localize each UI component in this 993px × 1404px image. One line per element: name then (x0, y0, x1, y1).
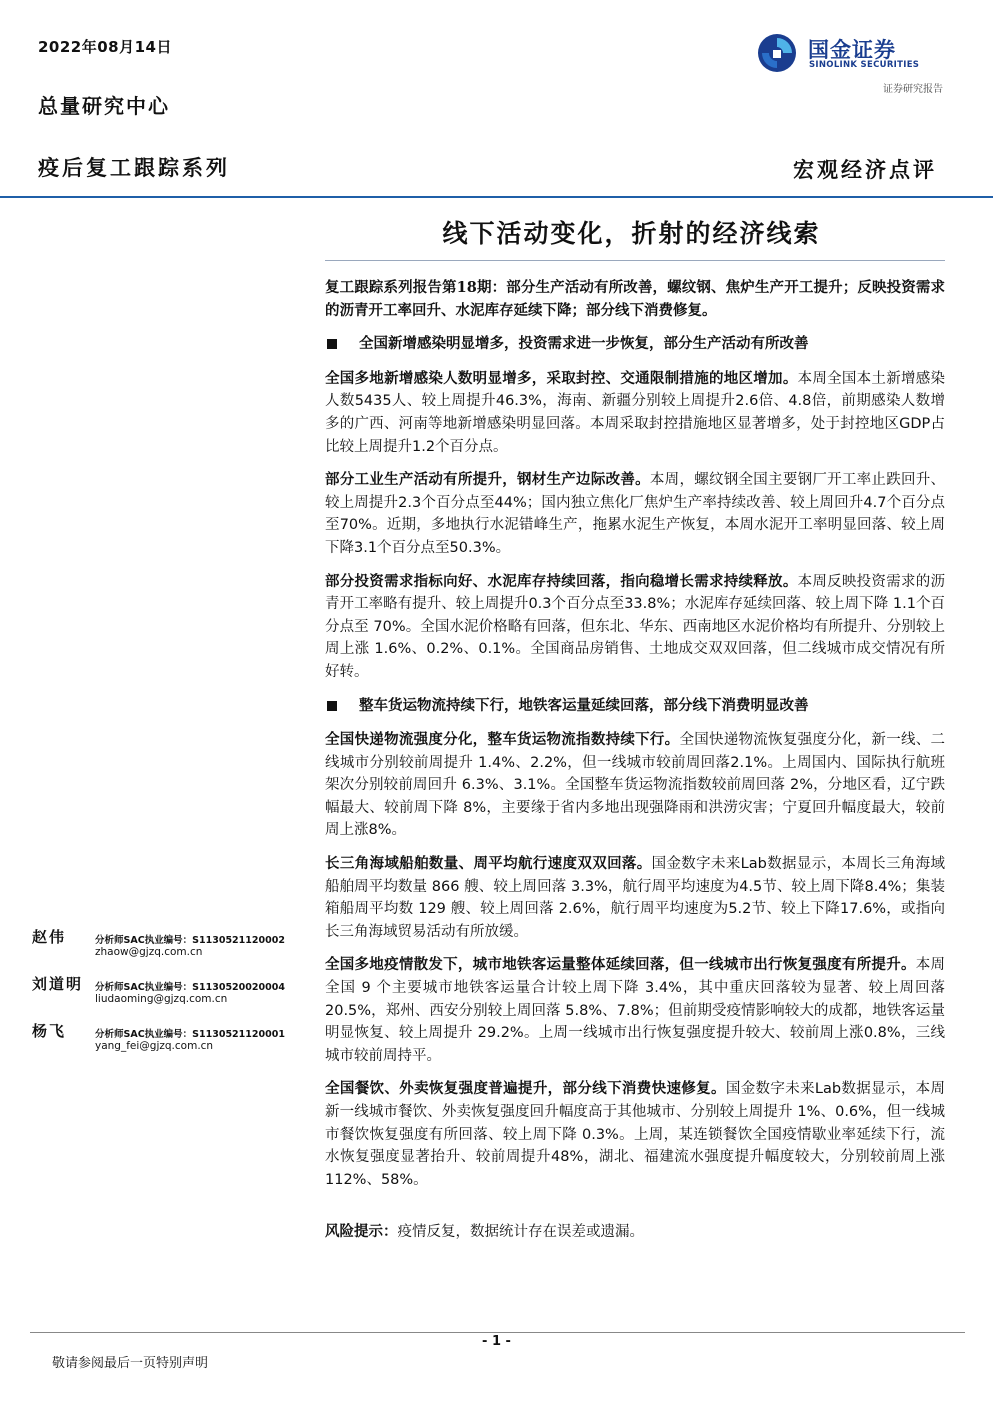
paragraph-body: 国金数字未来Lab数据显示，本周新一线城市餐饮、外卖恢复强度回升幅度高于其他城市、分别较上周提升 1%、0.6%，但一线城市餐饮恢复强度有所回落、较上周下降 0.3%。上周，某连锁餐饮全国疫情歇业率延续下行，流水恢复强度显著抬升、较前周提升48%，湖北、福建流水强度提升幅度较大，分别较前周上涨112%、58%。 (325, 1081, 946, 1188)
analyst-email[interactable]: zhaow@gjzq.com.cn (95, 946, 203, 958)
section-heading-text: 整车货运物流持续下行，地铁客运量延续回落，部分线下消费明显改善 (359, 696, 809, 714)
paragraph (325, 571, 945, 684)
paragraph (325, 469, 945, 559)
paragraph-lead: 部分工业生产活动有所提升，钢材生产边际改善。 (325, 471, 650, 489)
series-name: 疫后复工跟踪系列 (38, 155, 230, 180)
analyst-entry (32, 926, 312, 973)
section-heading-text: 全国新增感染明显增多，投资需求进一步恢复，部分生产活动有所改善 (359, 335, 809, 353)
paragraph-lead: 全国餐饮、外卖恢复强度普遍提升，部分线下消费快速修复。 (325, 1080, 726, 1098)
analyst-entry (32, 973, 312, 1020)
paragraph (325, 729, 945, 842)
analyst-sac-id: 分析师SAC执业编号：S1130520020004 (95, 982, 285, 993)
logo-text-cn: 国金证券 (808, 38, 896, 62)
paragraph-lead: 全国多地新增感染人数明显增多，采取封控、交通限制措施的地区增加。 (325, 369, 798, 387)
risk-label: 风险提示： (325, 1223, 398, 1241)
square-bullet-icon (327, 339, 337, 349)
paragraph-lead: 全国快递物流强度分化，整车货运物流指数持续下行。 (325, 731, 680, 749)
section-heading (325, 333, 945, 356)
paragraph-lead: 全国多地疫情散发下，城市地铁客运量整体延续回落，但一线城市出行恢复强度有所提升。 (325, 956, 916, 974)
risk-note (325, 1221, 945, 1244)
paragraph (325, 853, 945, 943)
analyst-sac-id: 分析师SAC执业编号：S1130521120001 (95, 1029, 285, 1040)
paragraph-body: 本周全国本土新增感染人数5435人、较上周提升46.3%，海南、新疆分别较上周提升2.6倍、4.8倍，前期感染人数增多的广西、河南等地新增感染明显回落。本周采取封控措施地区显著增多，处于封控地区GDP占比较上周提升1.2个百分点。 (325, 370, 946, 455)
report-label: 证券研究报告 (883, 84, 943, 95)
square-bullet-icon (327, 701, 337, 711)
report-title: 线下活动变化，折射的经济线索 (442, 219, 821, 248)
report-summary: 复工跟踪系列报告第18期：部分生产活动有所改善，螺纹钢、焦炉生产开工提升；反映投资需求的沥青开工率回升、水泥库存延续下降；部分线下消费修复。 (325, 279, 945, 319)
analyst-name: 刘道明 (32, 975, 84, 993)
analyst-email[interactable]: liudaoming@gjzq.com.cn (95, 993, 228, 1005)
analyst-entry (32, 1020, 312, 1067)
report-date: 2022年08月14日 (38, 38, 172, 56)
section-heading (325, 695, 945, 718)
analyst-name: 赵伟 (32, 928, 67, 946)
paragraph (325, 954, 945, 1067)
header-divider (0, 196, 993, 198)
report-body (325, 277, 945, 1255)
risk-text: 疫情反复，数据统计存在误差或遗漏。 (397, 1224, 644, 1241)
analyst-email[interactable]: yang_fei@gjzq.com.cn (95, 1040, 214, 1052)
footer-disclaimer: 敬请参阅最后一页特别声明 (52, 1356, 209, 1371)
paragraph-lead: 部分投资需求指标向好、水泥库存持续回落，指向稳增长需求持续释放。 (325, 572, 798, 590)
paragraph-body: 本周全国 9 个主要城市地铁客运量合计较上周下降 3.4%，其中重庆回落较为显著、较上周回落 20.5%，郑州、西安分别较上周回落 5.8%、7.8%；但前期受疫情影响较大的成都，地铁客运量明显恢复、较上周提升 29.2%。上周一线城市出行恢复强度提升较大、较前周上涨0.8%，三线城市较前周持平。 (325, 957, 946, 1064)
paragraph-body: 国金数字未来Lab数据显示，本周长三角海域船舶周平均数量 866 艘、较上周回落 3.3%，航行周平均速度为4.5节、较上周下降8.4%；集装箱船周平均数 129 艘、较上周回落 2.6%，航行周平均速度为5.2节、较上下降17.6%，或指向长三角海域贸易活动有所放缓。 (325, 856, 945, 940)
page-number: - 1 - (482, 1334, 511, 1349)
paragraph-lead: 长三角海域船舶数量、周平均航行速度双双回落。 (325, 855, 652, 873)
logo-text-en: SINOLINK SECURITIES (809, 60, 920, 70)
paragraph-body: 本周反映投资需求的沥青开工率略有提升、较上周提升0.3个百分点至33.8%；水泥库存延续回落、较上周下降 1.1个百分点至 70%。全国水泥价格略有回落，但东北、华东、西南地区水泥价格均有所提升、分别较上周上涨 1.6%、0.2%、0.1%。全国商品房销售、土地成交双双回落，但二线城市成交情况有所好转。 (325, 573, 946, 680)
paragraph-body: 本周，螺纹钢全国主要钢厂开工率止跌回升、较上周提升2.3个百分点至44%；国内独立焦化厂焦炉生产率持续改善、较上周回升4.7个百分点至70%。近期，多地执行水泥错峰生产，拖累水泥生产恢复，本周水泥开工率明显回落、较上周下降3.1个百分点至50.3%。 (325, 472, 946, 556)
title-divider (325, 260, 945, 261)
report-type: 宏观经济点评 (793, 157, 937, 182)
department-name: 总量研究中心 (38, 94, 170, 118)
sinolink-logo-icon (756, 32, 798, 74)
analyst-list (32, 926, 312, 1067)
analyst-name: 杨飞 (32, 1022, 67, 1040)
paragraph (325, 368, 945, 458)
analyst-sac-id: 分析师SAC执业编号：S1130521120002 (95, 935, 285, 946)
paragraph (325, 1078, 945, 1191)
paragraph-body: 全国快递物流恢复强度分化，新一线、二线城市分别较前周提升 1.4%、2.2%，但一线城市较前周回落2.1%。上周国内、国际执行航班架次分别较前周回升 6.3%、3.1%。全国整车货运物流指数较前周回落 2%，分地区看，辽宁跌幅最大、较前周下降 8%，主要缘于省内多地出现强降雨和洪涝灾害；宁夏回升幅度最大，较前周上涨8%。 (325, 732, 945, 839)
footer-divider (30, 1332, 965, 1333)
company-logo (756, 32, 946, 76)
